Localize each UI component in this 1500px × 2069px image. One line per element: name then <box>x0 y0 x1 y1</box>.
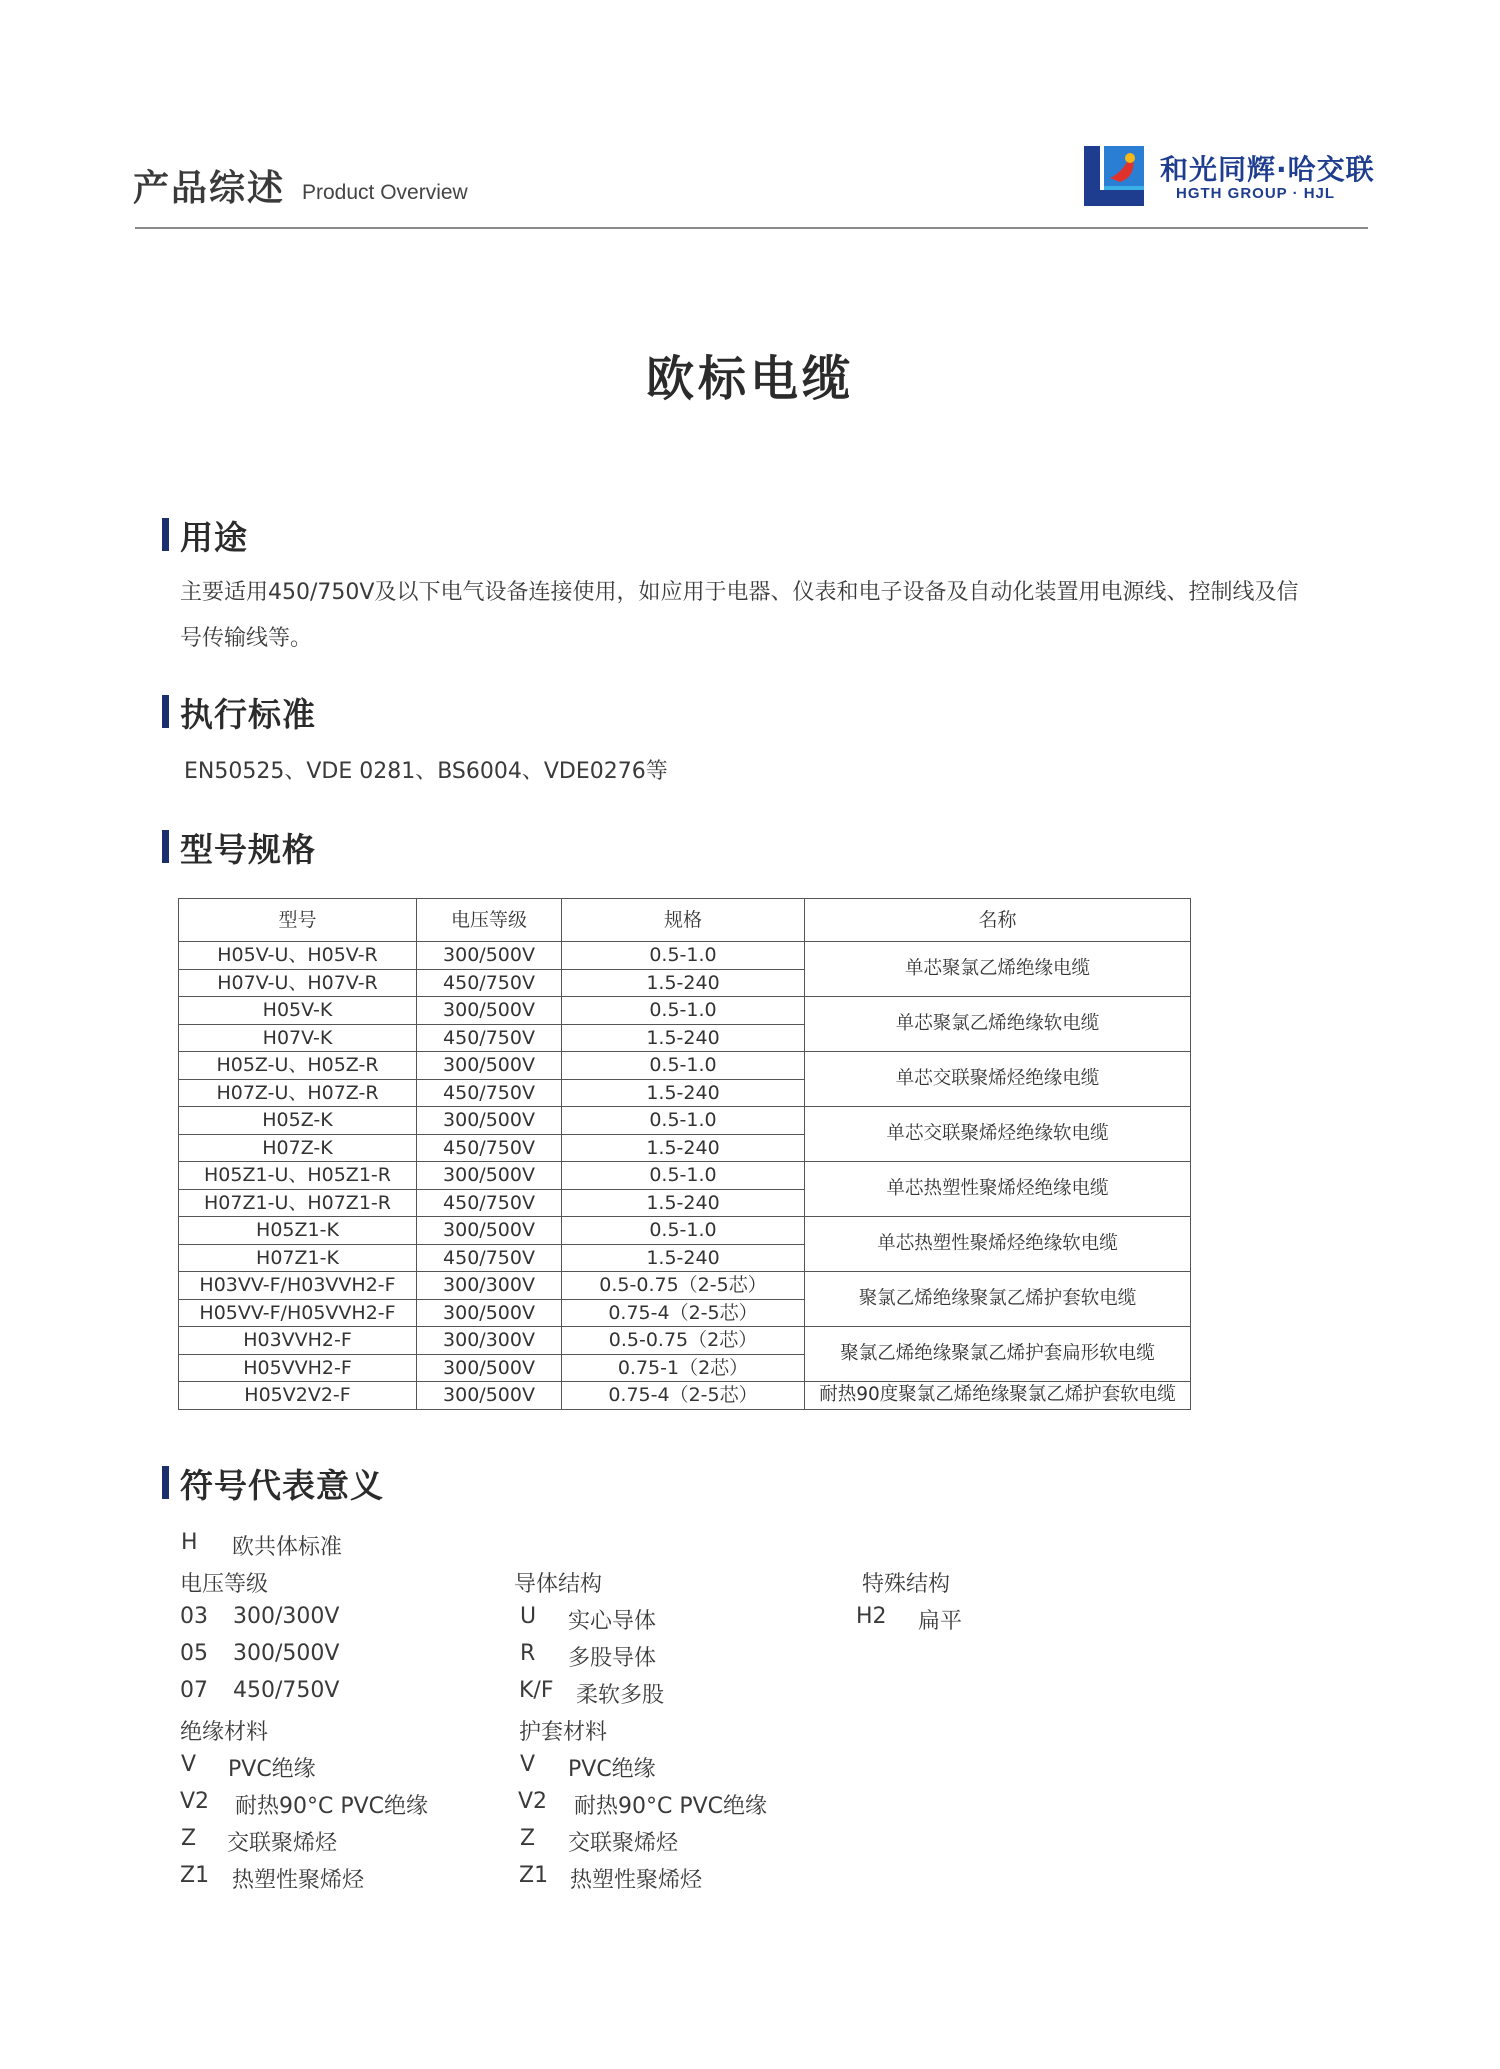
spec-cell: 0.5-1.0 <box>562 1217 805 1245</box>
section-marker <box>162 1466 169 1499</box>
legend-h-desc: 欧共体标准 <box>232 1535 343 1560</box>
legend-conductor-title: 导体结构 <box>514 1572 603 1597</box>
legend-special-desc: 扁平 <box>918 1609 963 1634</box>
voltage-cell: 300/500V <box>417 1299 562 1327</box>
legend-voltage-desc: 450/750V <box>233 1678 340 1703</box>
document-title: 欧标电缆 <box>645 351 854 407</box>
usage-text <box>180 570 1340 662</box>
spec-cell: 0.75-4（2-5芯） <box>562 1382 805 1410</box>
name-cell: 单芯聚氯乙烯绝缘软电缆 <box>805 997 1191 1052</box>
header-title: 产品综述 <box>133 168 286 209</box>
legend-special-title: 特殊结构 <box>862 1572 951 1597</box>
usage-line-1: 主要适用450/750V及以下电气设备连接使用，如应用于电器、仪表和电子设备及自动化装置用电源线、控制线及信 <box>180 580 1299 605</box>
legend-insulation-code: V2 <box>180 1789 210 1814</box>
model-cell: H05Z-U、H05Z-R <box>179 1052 417 1080</box>
spec-cell: 0.5-1.0 <box>562 1052 805 1080</box>
legend-special-code: H2 <box>856 1604 887 1629</box>
spec-cell: 0.75-4（2-5芯） <box>562 1299 805 1327</box>
voltage-cell: 300/500V <box>417 1107 562 1135</box>
legend-conductor-code: R <box>520 1641 536 1666</box>
table-row <box>179 1107 1191 1135</box>
legend-insulation-desc: 交联聚烯烃 <box>227 1831 338 1856</box>
model-cell: H05VVH2-F <box>179 1354 417 1382</box>
model-cell: H07V-U、H07V-R <box>179 969 417 997</box>
table-header-row <box>179 899 1191 942</box>
company-logo-english: HGTH GROUP · HJL <box>1176 185 1336 202</box>
legend-conductor-desc: 实心导体 <box>568 1609 657 1634</box>
legend-sheath-desc: 交联聚烯烃 <box>568 1831 679 1856</box>
model-cell: H05Z1-U、H05Z1-R <box>179 1162 417 1190</box>
voltage-cell: 300/500V <box>417 997 562 1025</box>
name-cell: 单芯交联聚烯烃绝缘电缆 <box>805 1052 1191 1107</box>
voltage-cell: 300/500V <box>417 1382 562 1410</box>
name-cell: 单芯聚氯乙烯绝缘电缆 <box>805 942 1191 997</box>
legend-insulation-code: V <box>181 1752 197 1777</box>
legend-insulation-code: Z1 <box>180 1863 210 1888</box>
legend-insulation-desc: 热塑性聚烯烃 <box>232 1868 365 1893</box>
spec-cell: 1.5-240 <box>562 1244 805 1272</box>
usage-line-2: 号传输线等。 <box>180 626 313 651</box>
model-cell: H05Z1-K <box>179 1217 417 1245</box>
spec-cell: 0.5-0.75（2芯） <box>562 1327 805 1355</box>
model-cell: H05V-U、H05V-R <box>179 942 417 970</box>
legend-voltage-desc: 300/300V <box>233 1604 340 1629</box>
legend-sheath-code: Z <box>520 1826 536 1851</box>
model-cell: H07Z-K <box>179 1134 417 1162</box>
company-logo-icon <box>1080 142 1148 210</box>
model-cell: H07Z1-U、H07Z1-R <box>179 1189 417 1217</box>
voltage-cell: 450/750V <box>417 1134 562 1162</box>
table-row <box>179 942 1191 970</box>
spec-cell: 1.5-240 <box>562 1079 805 1107</box>
name-cell: 耐热90度聚氯乙烯绝缘聚氯乙烯护套软电缆 <box>805 1382 1191 1410</box>
header-divider <box>135 227 1368 229</box>
section-heading-usage: 用途 <box>180 518 248 557</box>
name-cell: 单芯交联聚烯烃绝缘软电缆 <box>805 1107 1191 1162</box>
spec-cell: 1.5-240 <box>562 1189 805 1217</box>
spec-cell: 0.5-1.0 <box>562 1162 805 1190</box>
legend-conductor-desc: 柔软多股 <box>576 1683 665 1708</box>
name-cell: 单芯热塑性聚烯烃绝缘软电缆 <box>805 1217 1191 1272</box>
spec-cell: 0.5-1.0 <box>562 942 805 970</box>
legend-sheath-desc: PVC绝缘 <box>568 1757 656 1782</box>
legend-sheath-code: V2 <box>518 1789 548 1814</box>
legend-voltage-desc: 300/500V <box>233 1641 340 1666</box>
spec-cell: 0.5-0.75（2-5芯） <box>562 1272 805 1300</box>
table-header-cell: 型号 <box>179 899 417 942</box>
legend-insulation-title: 绝缘材料 <box>180 1720 269 1745</box>
legend-voltage-code: 07 <box>180 1678 208 1703</box>
legend-voltage-title: 电压等级 <box>180 1572 269 1597</box>
header-subtitle: Product Overview <box>302 181 468 204</box>
section-heading-models: 型号规格 <box>180 830 316 869</box>
voltage-cell: 450/750V <box>417 1244 562 1272</box>
voltage-cell: 450/750V <box>417 969 562 997</box>
table-header-cell: 名称 <box>805 899 1191 942</box>
voltage-cell: 450/750V <box>417 1189 562 1217</box>
legend-voltage-code: 05 <box>180 1641 208 1666</box>
table-row <box>179 1217 1191 1245</box>
legend-conductor-desc: 多股导体 <box>568 1646 657 1671</box>
table-header-cell: 电压等级 <box>417 899 562 942</box>
model-cell: H03VVH2-F <box>179 1327 417 1355</box>
spec-cell: 0.5-1.0 <box>562 997 805 1025</box>
model-cell: H03VV-F/H03VVH2-F <box>179 1272 417 1300</box>
spec-cell: 1.5-240 <box>562 1134 805 1162</box>
model-cell: H05V-K <box>179 997 417 1025</box>
voltage-cell: 300/500V <box>417 1354 562 1382</box>
legend-h-code: H <box>181 1530 198 1555</box>
spec-cell: 0.5-1.0 <box>562 1107 805 1135</box>
voltage-cell: 300/300V <box>417 1327 562 1355</box>
name-cell: 单芯热塑性聚烯烃绝缘电缆 <box>805 1162 1191 1217</box>
legend-insulation-desc: 耐热90°C PVC绝缘 <box>235 1794 429 1819</box>
name-cell: 聚氯乙烯绝缘聚氯乙烯护套扁形软电缆 <box>805 1327 1191 1382</box>
model-cell: H05Z-K <box>179 1107 417 1135</box>
model-cell: H07V-K <box>179 1024 417 1052</box>
table-header-cell: 规格 <box>562 899 805 942</box>
spec-cell: 0.75-1（2芯） <box>562 1354 805 1382</box>
legend-conductor-code: U <box>520 1604 537 1629</box>
voltage-cell: 300/500V <box>417 1217 562 1245</box>
legend-sheath-code: V <box>520 1752 536 1777</box>
model-cell: H07Z-U、H07Z-R <box>179 1079 417 1107</box>
section-heading-standard: 执行标准 <box>180 695 316 734</box>
company-logo-name: 和光同辉·哈交联 <box>1160 153 1375 186</box>
legend-sheath-desc: 耐热90°C PVC绝缘 <box>574 1794 768 1819</box>
table-row <box>179 1052 1191 1080</box>
voltage-cell: 300/500V <box>417 942 562 970</box>
section-heading-symbols: 符号代表意义 <box>180 1466 384 1505</box>
voltage-cell: 300/500V <box>417 1162 562 1190</box>
legend-sheath-code: Z1 <box>519 1863 549 1888</box>
standard-text: EN50525、VDE 0281、BS6004、VDE0276等 <box>184 759 668 784</box>
voltage-cell: 300/500V <box>417 1052 562 1080</box>
legend-conductor-code: K/F <box>519 1678 554 1703</box>
legend-sheath-title: 护套材料 <box>519 1720 608 1745</box>
spec-cell: 1.5-240 <box>562 969 805 997</box>
legend-voltage-code: 03 <box>180 1604 208 1629</box>
legend-insulation-code: Z <box>181 1826 197 1851</box>
model-cell: H07Z1-K <box>179 1244 417 1272</box>
model-cell: H05V2V2-F <box>179 1382 417 1410</box>
table-row <box>179 1272 1191 1300</box>
section-marker <box>162 695 169 728</box>
table-row <box>179 997 1191 1025</box>
legend-sheath-desc: 热塑性聚烯烃 <box>570 1868 703 1893</box>
section-marker <box>162 830 169 863</box>
model-cell: H05VV-F/H05VVH2-F <box>179 1299 417 1327</box>
spec-cell: 1.5-240 <box>562 1024 805 1052</box>
voltage-cell: 450/750V <box>417 1079 562 1107</box>
model-spec-table <box>178 898 1191 1410</box>
name-cell: 聚氯乙烯绝缘聚氯乙烯护套软电缆 <box>805 1272 1191 1327</box>
section-marker <box>162 518 169 551</box>
table-row <box>179 1382 1191 1410</box>
legend-insulation-desc: PVC绝缘 <box>228 1757 316 1782</box>
voltage-cell: 450/750V <box>417 1024 562 1052</box>
table-row <box>179 1162 1191 1190</box>
voltage-cell: 300/300V <box>417 1272 562 1300</box>
table-row <box>179 1327 1191 1355</box>
